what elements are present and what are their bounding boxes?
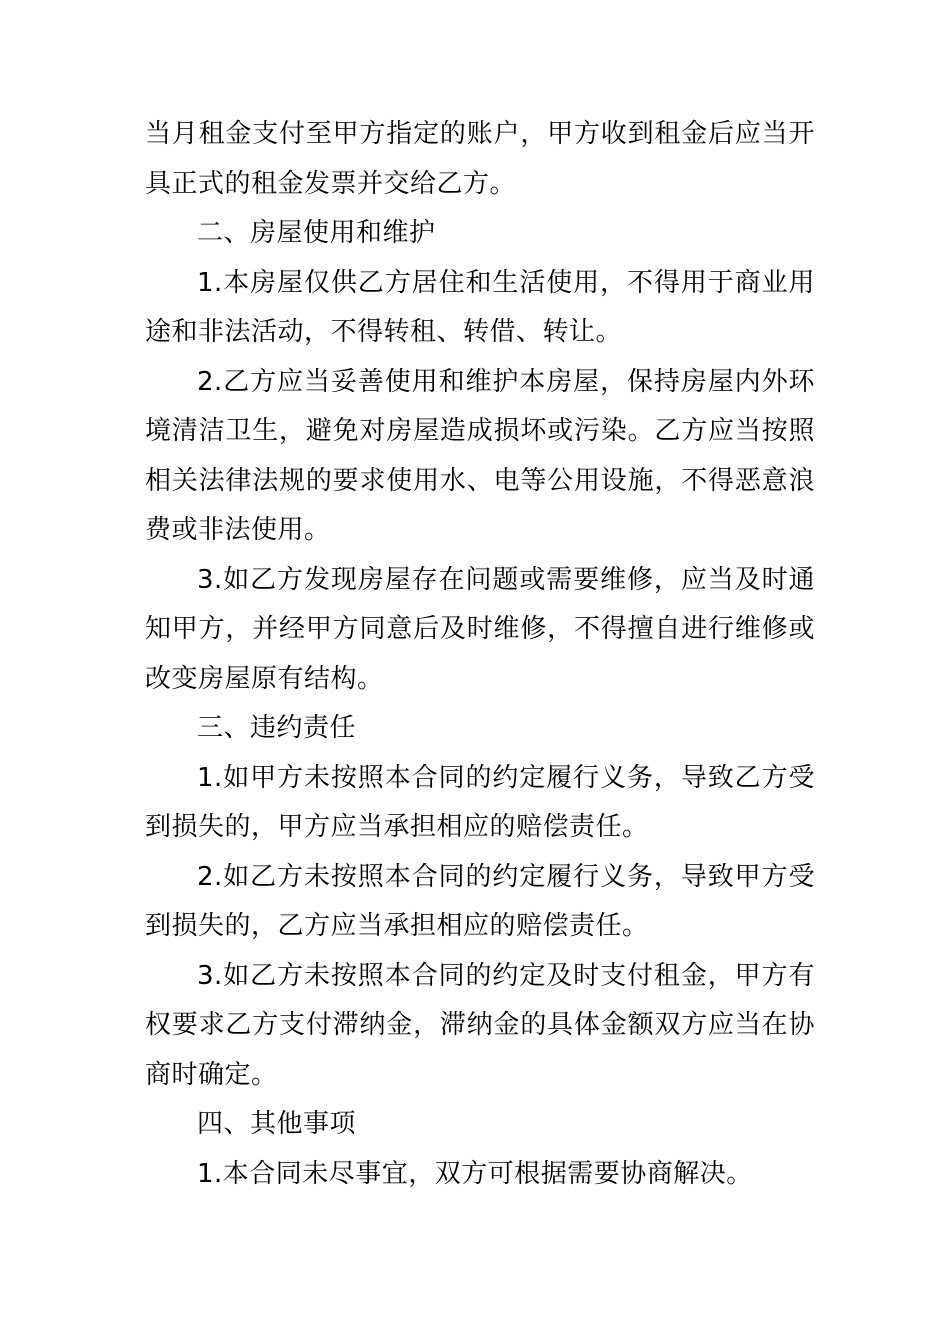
paragraph-rent-payment-continued: 当月租金支付至甲方指定的账户，甲方收到租金后应当开具正式的租金发票并交给乙方。 bbox=[145, 119, 815, 199]
section-heading-breach-liability: 三、违约责任 bbox=[197, 713, 357, 743]
clause-3-3: 3.如乙方未按照本合同的约定及时支付租金，甲方有权要求乙方支付滞纳金，滞纳金的具体金额双方应当在协商时确定。 bbox=[145, 960, 815, 1090]
section-heading-use-and-maintenance: 二、房屋使用和维护 bbox=[197, 218, 436, 248]
clause-2-3: 3.如乙方发现房屋存在问题或需要维修，应当及时通知甲方，并经甲方同意后及时维修，不得擅自进行维修或改变房屋原有结构。 bbox=[145, 564, 815, 694]
clause-3-2: 2.如乙方未按照本合同的约定履行义务，导致甲方受到损失的，乙方应当承担相应的赔偿责任。 bbox=[145, 861, 815, 941]
clause-2-1: 1.本房屋仅供乙方居住和生活使用，不得用于商业用途和非法活动，不得转租、转借、转让。 bbox=[145, 267, 815, 347]
document-body bbox=[145, 110, 815, 1199]
clause-2-2: 2.乙方应当妥善使用和维护本房屋，保持房屋内外环境清洁卫生，避免对房屋造成损坏或污染。乙方应当按照相关法律法规的要求使用水、电等公用设施，不得恶意浪费或非法使用。 bbox=[145, 366, 815, 545]
section-heading-other-matters: 四、其他事项 bbox=[197, 1109, 357, 1139]
clause-4-1: 1.本合同未尽事宜，双方可根据需要协商解决。 bbox=[197, 1158, 753, 1189]
clause-3-1: 1.如甲方未按照本合同的约定履行义务，导致乙方受到损失的，甲方应当承担相应的赔偿责任。 bbox=[145, 762, 815, 842]
